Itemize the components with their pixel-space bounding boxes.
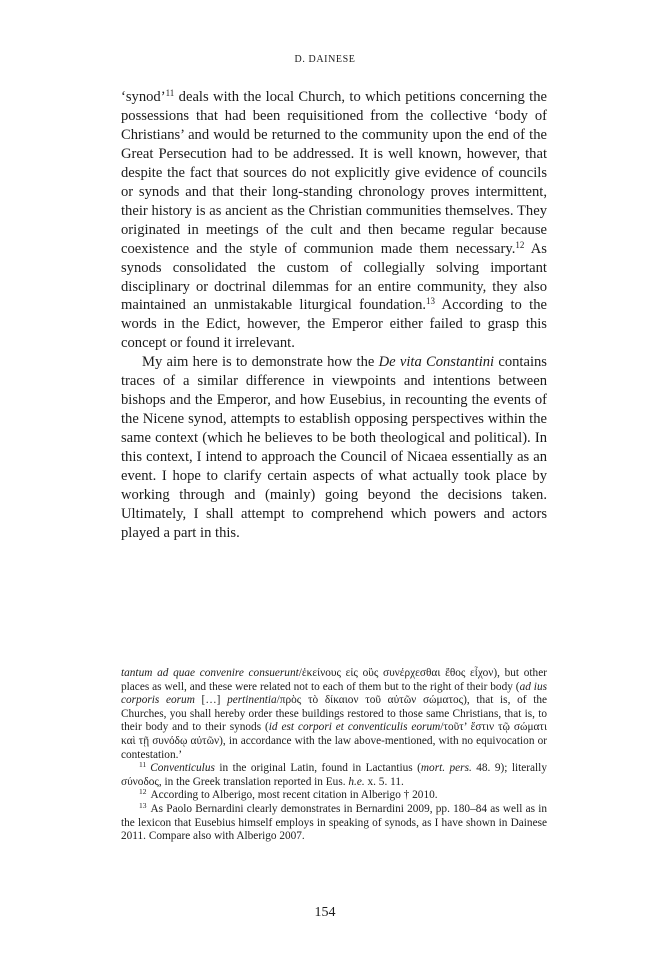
body-paragraph-2: My aim here is to demonstrate how the De vita Constantini contains traces of a similar difference in viewpoints and intentions between bishops and the Emperor, and how Eusebius, in recounting the events of the Nicene synod, attempts to establish opposing perspectives within the same context (which he believes to be both theological and political). In this context, I intend to approach the Council of Nicaea essentially as an event. I hope to clarify certain aspects of what actually took place by working through and (mainly) going beyond the decisions taken. Ultimately, I shall attempt to comprehend which powers and actors played a part in this.: [121, 354, 547, 541]
footnote-continued: tantum ad quae convenire consuerunt/ἐκείνους εἰς οὓς συνέρχεσθαι ἔθος εἶχον), but other places as well, and these were related not to each of them but to the right of their body (ad ius corporis eorum […] pertinentia/πρὸς τὸ δίκαιον τοῦ αὐτῶν σώματος), that is, of the Churches, you shall hereby order these buildings restored to those same Christians, that is, to their body and to their synods (id est corpori et conventiculis eorum/τοῦτ’ ἔστιν τῷ σώματι καὶ τῇ συνόδῳ αὐτῶν), in accordance with the law above-mentioned, with no equivocation or contestation.’: [121, 667, 547, 761]
page-number: 154: [314, 905, 336, 920]
footnote-number: 12: [139, 787, 147, 797]
work-title: De vita Constantini: [378, 354, 495, 371]
main-text: [121, 88, 547, 543]
footnote-11: $^{11}$ Conventiculus in the original Latin, found in Lactantius (mort. pers. 48. 9); literally σύνοδος, in the Greek translation reported in Eus. h.e. x. 5. 11.: [121, 760, 547, 788]
footnote-12: $^{12}$ According to Alberigo, most recent citation in Alberigo † 2010.: [139, 787, 438, 802]
footnote-number: 13: [139, 800, 147, 810]
footnote-13: $^{13}$ As Paolo Bernardini clearly demonstrates in Bernardini 2009, pp. 180–84 as well as in the lexicon that Eusebius himself employs in speaking of synods, as I have shown in Dainese 2011. Compare also with Alberigo 2007.: [121, 800, 547, 843]
footnote-number: 11: [139, 760, 147, 770]
footnote-ref-11: 11: [165, 88, 175, 98]
running-head: D. DAINESE: [294, 54, 356, 65]
body-paragraph-1: ‘synod’$^{11}$ deals with the local Church, to which petitions concerning the possessions that had been requisitioned from the collective ‘body of Christians’ and would be returned to the community upon the end of the Great Persecution had to be addressed. It is well known, however, that despite the fact that sources do not explicitly give evidence of councils or synods and that their long-standing chronology proves intermittent, their history is as ancient as the Christian communities themselves. They originated in meetings of the cult and then became regular because coexistence and the style of communion made them necessary.$^{12}$ As synods consolidated the custom of collegially solving important disciplinary or doctrinal dilemmas for an entire community, they also maintained an unmistakable liturgical foundation.$^{13}$ According to the words in the Edict, however, the Emperor either failed to grasp this concept or found it irrelevant.: [121, 88, 547, 352]
footnotes: [121, 667, 547, 844]
footnote-ref-12: 12: [515, 239, 525, 250]
footnote-ref-13: 13: [426, 296, 436, 307]
